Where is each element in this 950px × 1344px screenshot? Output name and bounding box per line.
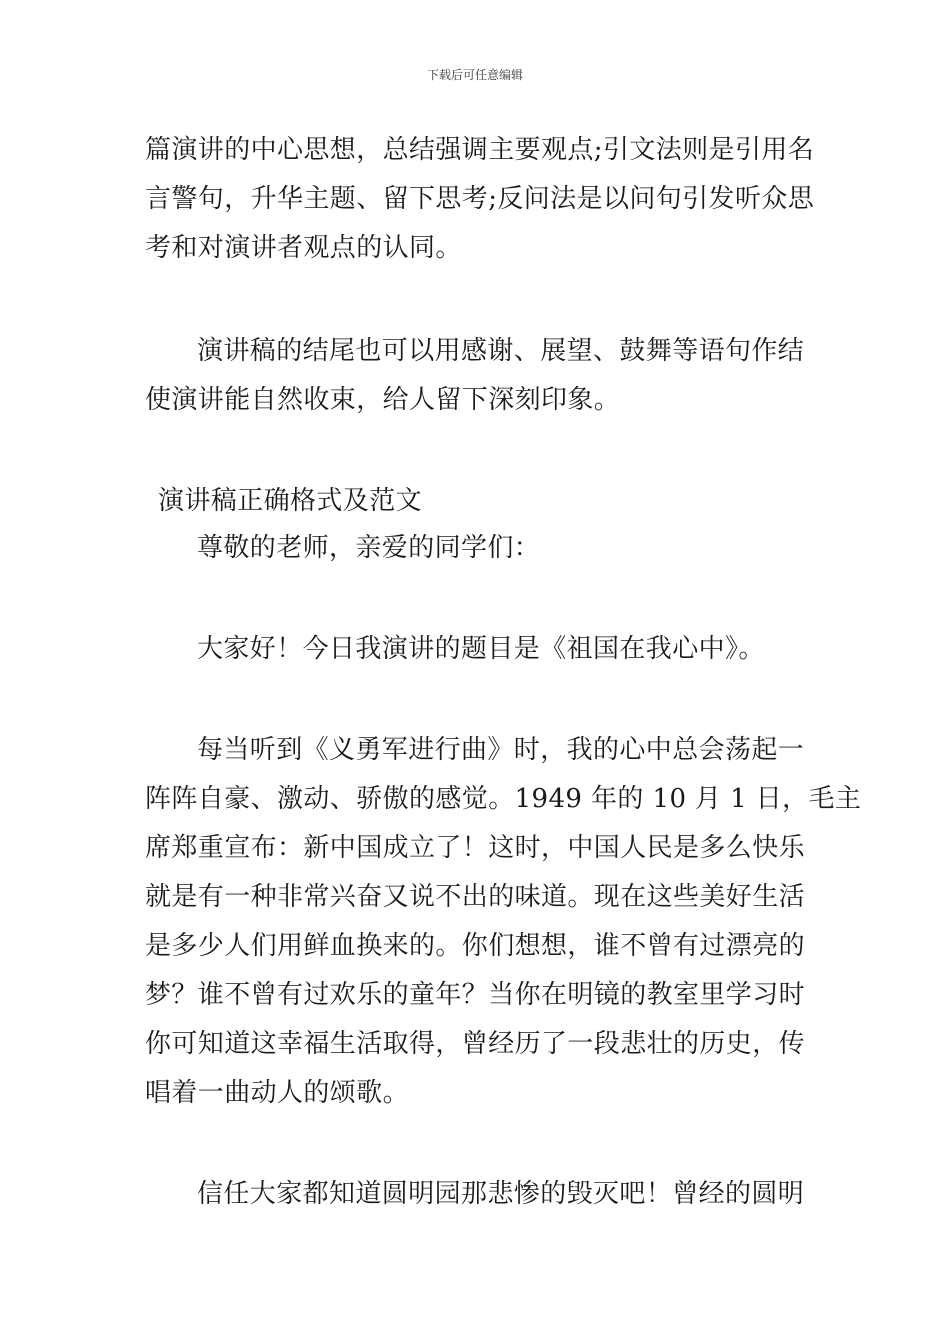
text-line: 就是有一种非常兴奋又说不出的味道。现在这些美好生活	[145, 882, 806, 912]
paragraph-first-line: 信任大家都知道圆明园那悲惨的毁灭吧！曾经的圆明	[197, 1179, 805, 1209]
text-line: 言警句，升华主题、留下思考;反问法是以问句引发听众思	[145, 184, 815, 214]
text-line: 阵阵自豪、激动、骄傲的感觉。1949 年的 10 月 1 日，毛主	[145, 784, 862, 814]
text-line: 篇演讲的中心思想，总结强调主要观点;引文法则是引用名	[145, 135, 815, 165]
salutation: 尊敬的老师，亲爱的同学们：	[197, 533, 541, 563]
text-line: 唱着一曲动人的颂歌。	[145, 1078, 410, 1108]
page-header: 下载后可任意编辑	[426, 68, 523, 82]
paragraph-first-line: 每当听到《义勇军进行曲》时，我的心中总会荡起一	[197, 735, 805, 765]
section-title: 演讲稿正确格式及范文	[158, 486, 423, 516]
text-line: 席郑重宣布：新中国成立了！这时，中国人民是多么快乐	[145, 833, 806, 863]
paragraph-first-line: 大家好！今日我演讲的题目是《祖国在我心中》。	[197, 634, 765, 664]
text-line: 使演讲能自然收束，给人留下深刻印象。	[145, 385, 621, 415]
text-line: 考和对演讲者观点的认同。	[145, 233, 462, 263]
text-line: 梦？谁不曾有过欢乐的童年？当你在明镜的教室里学习时	[145, 980, 806, 1010]
text-line: 你可知道这幸福生活取得，曾经历了一段悲壮的历史，传	[145, 1029, 806, 1059]
text-line: 是多少人们用鲜血换来的。你们想想，谁不曾有过漂亮的	[145, 931, 806, 961]
paragraph-first-line: 演讲稿的结尾也可以用感谢、展望、鼓舞等语句作结	[197, 336, 805, 366]
